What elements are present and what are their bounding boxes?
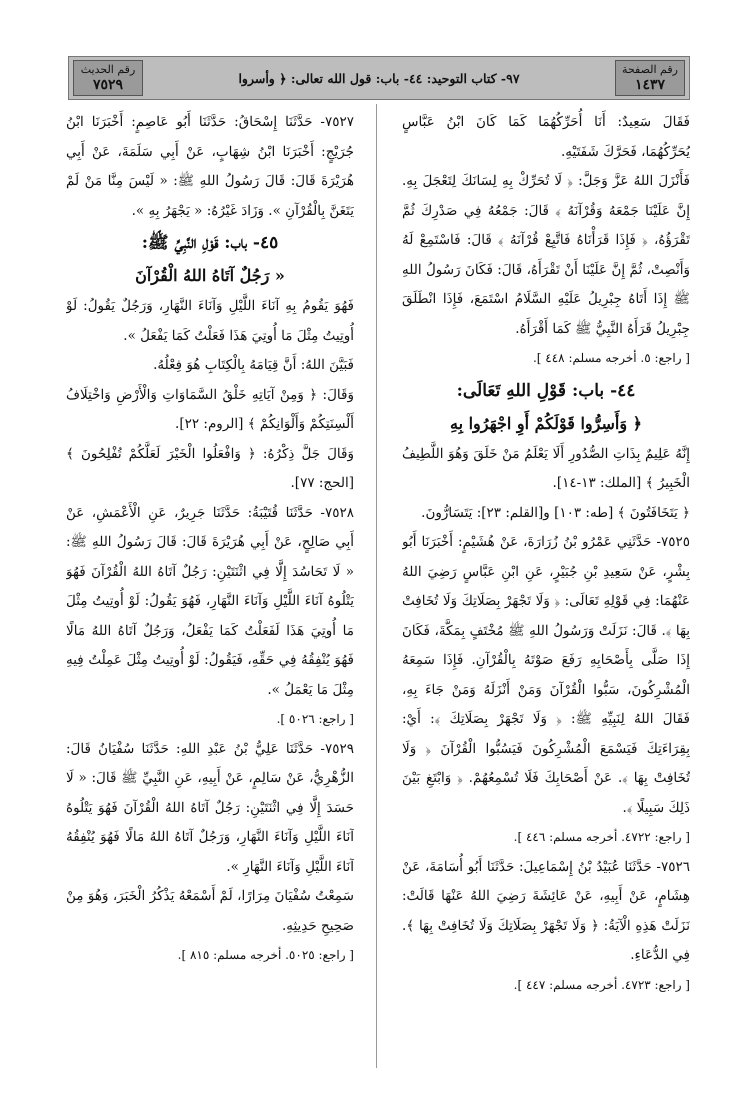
paragraph: فَأَنْزَلَ اللهُ عَزَّ وَجَلَّ: ﴿ لَا تُحَرِّكْ بِهِ لِسَانَكَ لِتَعْجَلَ بِهِ. إِنَّ عَلَيْنَا جَمْعَهُ وَقُرْآنَهُ ﴾ قَالَ: جَمْعُهُ فِي صَدْرِكَ ثُمَّ تَقْرَؤُهُ، ﴿ فَإِذَا قَرَأْنَاهُ فَاتَّبِعْ قُرْآنَهُ ﴾ قَالَ: فَاسْتَمِعْ لَهُ وَأَنْصِتْ، ثُمَّ إِنَّ عَلَيْنَا أَنْ تَقْرَأَهُ، قَالَ: فَكَانَ رَسُولُ اللهِ ﷺ إِذَا أَتَاهُ جِبْرِيلُ عَلَيْهِ السَّلَامُ اسْتَمَعَ، فَإِذَا انْطَلَقَ جِبْرِيلُ قَرَأَهُ النَّبِيُّ ﷺ كَمَا أَقْرَأَهُ. bbox=[402, 173, 690, 337]
reference: [ راجع: ٤٧٢٣. أخرجه مسلم: ٤٤٧ ]. bbox=[513, 977, 690, 992]
paragraph: سَمِعْتُ سُفْيَانَ مِرَارًا، لَمْ أَسْمَعْهُ يَذْكُرُ الْخَبَرَ، وَهُوَ مِنْ صَحِيحِ حَدِيثِهِ. bbox=[66, 888, 354, 934]
paragraph: فَقَالَ سَعِيدٌ: أَنَا أُحَرِّكُهُمَا كَمَا كَانَ ابْنُ عَبَّاسٍ يُحَرِّكُهُمَا، فَحَرَّكَ شَفَتَيْهِ. bbox=[402, 114, 690, 160]
page-number: ١٤٣٧ bbox=[634, 77, 666, 93]
hadith-paragraph: ٧٥٢٧- حَدَّثَنَا إِسْحَاقُ: حَدَّثَنَا أَبُو عَاصِمٍ: أَخْبَرَنَا ابْنُ جُرَيْجٍ: أَخْبَرَنَا ابْنُ شِهَابٍ، عَنْ أَبِي سَلَمَةَ، عَنْ أَبِي هُرَيْرَةَ قَالَ: قَالَ رَسُولُ اللهِ ﷺ: « لَيْسَ مِنَّا مَنْ لَمْ يَتَغَنَّ بِالْقُرْآنِ ». وَزَادَ غَيْرُهُ: « يَجْهَرُ بِهِ ». bbox=[66, 114, 354, 219]
reference: [ راجع: ٥. أخرجه مسلم: ٤٤٨ ]. bbox=[532, 351, 690, 365]
paragraph: وَقَالَ جَلَّ ذِكْرُهُ: ﴿ وَافْعَلُوا الْخَيْرَ لَعَلَّكُمْ تُفْلِحُونَ ﴾ [الحج: ٧٧]. bbox=[66, 445, 354, 491]
page-number-label: رقم الصفحة bbox=[622, 63, 678, 76]
paragraph: فَهُوَ يَقُومُ بِهِ آنَاءَ اللَّيْلِ وَآنَاءَ النَّهَارِ، وَرَجُلٌ يَقُولُ: لَوْ أُوتِيتُ مِثْلَ مَا أُوتِيَ هَذَا فَعَلْتُ كَمَا يَفْعَلُ ». bbox=[66, 298, 354, 344]
hadith-number-label: رقم الحديث bbox=[80, 63, 136, 76]
column-divider bbox=[376, 104, 377, 1068]
hadith-paragraph: ٧٥٢٩- حَدَّثَنَا عَلِيُّ بْنُ عَبْدِ اللهِ: حَدَّثَنَا سُفْيَانُ قَالَ: الزُّهْرِيُّ، عَنْ سَالِمٍ، عَنْ أَبِيهِ، عَنِ النَّبِيِّ ﷺ قَالَ: « لَا حَسَدَ إِلَّا فِي اثْنَتَيْنِ: رَجُلٌ آتَاهُ اللهُ الْقُرْآنَ فَهُوَ يَتْلُوهُ آنَاءَ اللَّيْلِ وَآنَاءَ النَّهَارِ، وَرَجُلٌ آتَاهُ اللهُ مَالًا فَهُوَ يُنْفِقُهُ آنَاءَ اللَّيْلِ وَآنَاءَ النَّهَارِ ». bbox=[66, 740, 354, 875]
hadith-paragraph: ٧٥٢٨- حَدَّثَنَا قُتَيْبَةُ: حَدَّثَنَا جَرِيرٌ، عَنِ الْأَعْمَشِ، عَنْ أَبِي صَالِحٍ، عَنْ أَبِي هُرَيْرَةَ قَالَ: قَالَ رَسُولُ اللهِ ﷺ: « لَا تَحَاسُدَ إِلَّا فِي اثْنَتَيْنِ: رَجُلٌ آتَاهُ اللهُ الْقُرْآنَ فَهُوَ يَتْلُوهُ آنَاءَ اللَّيْلِ وَآنَاءَ النَّهَارِ، فَهُوَ يَقُولُ: لَوْ أُوتِيتُ مِثْلَ مَا أُوتِيَ هَذَا لَفَعَلْتُ كَمَا يَفْعَلُ، وَرَجُلٌ آتَاهُ اللهُ مَالًا فَهُوَ يُنْفِقُهُ فِي حَقِّهِ، فَيَقُولُ: لَوْ أُوتِيتُ مِثْلَ عَمِلْتُ فِيهِ مِثْلَ مَا يَعْمَلُ ». bbox=[66, 504, 354, 698]
reference: [ راجع: ٥٠٢٥. أخرجه مسلم: ٨١٥ ]. bbox=[177, 948, 354, 962]
page-number-box bbox=[615, 60, 685, 96]
chapter-subheading: « رَجُلٌ آتَاهُ اللهُ الْقُرْآنَ bbox=[135, 266, 285, 285]
chapter-verse: ﴿ وَأَسِرُّوا قَوْلَكُمْ أَوِ اجْهَرُوا بِهِ bbox=[450, 413, 642, 433]
right-column bbox=[402, 108, 690, 1083]
hadith-paragraph: ٧٥٢٦- حَدَّثَنَا عُبَيْدُ بْنُ إِسْمَاعِيلَ: حَدَّثَنَا أَبُو أُسَامَةَ، عَنْ هِشَامٍ، عَنْ أَبِيهِ، عَنْ عَائِشَةَ رَضِيَ اللهُ عَنْهَا قَالَتْ: نَزَلَتْ هَذِهِ الْآيَةُ: ﴿ وَلَا تَجْهَرْ بِصَلَاتِكَ وَلَا تُخَافِتْ بِهَا ﴾. فِي الدُّعَاءِ. bbox=[402, 858, 690, 963]
hadith-number-box bbox=[73, 60, 143, 96]
paragraph: إِنَّهُ عَلِيمٌ بِذَاتِ الصُّدُورِ أَلَا يَعْلَمُ مَنْ خَلَقَ وَهُوَ اللَّطِيفُ الْخَبِيرُ ﴾ [الملك: ١٣-١٤]. bbox=[402, 445, 690, 491]
chapter-heading: ٤٥- باب: قَوْلِ النَّبِيِّ ﷺ: bbox=[141, 233, 279, 253]
paragraph: فَبَيَّنَ اللهُ: أَنَّ قِيَامَهُ بِالْكِتَابِ هُوَ فِعْلُهُ. bbox=[153, 357, 354, 373]
chapter-heading: ٤٤- باب: قَوْلِ اللهِ تَعَالَى: bbox=[456, 380, 636, 401]
reference: [ راجع: ٥٠٢٦ ]. bbox=[276, 712, 354, 726]
reference: [ راجع: ٤٧٢٢. أخرجه مسلم: ٤٤٦ ]. bbox=[513, 830, 690, 844]
paragraph: ﴿ يَتَخَافَتُونَ ﴾ [طه: ١٠٣] و[القلم: ٢٣]: يَتَسَارُّونَ. bbox=[421, 504, 690, 521]
left-column bbox=[66, 108, 354, 1083]
page-header bbox=[68, 56, 690, 100]
hadith-number: ٧٥٢٩ bbox=[92, 77, 124, 93]
header-title: ٩٧- كتاب التوحيد: ٤٤- باب: قول الله تعالى: ﴿ وأسروا bbox=[238, 71, 520, 86]
hadith-paragraph: ٧٥٢٥- حَدَّثَنِي عَمْرُو بْنُ زُرَارَةَ، عَنْ هُشَيْمٍ: أَخْبَرَنَا أَبُو بِشْرٍ، عَنْ سَعِيدِ بْنِ جُبَيْرٍ، عَنِ ابْنِ عَبَّاسٍ رَضِيَ اللهُ عَنْهُمَا: فِي قَوْلِهِ تَعَالَى: ﴿ وَلَا تَجْهَرْ بِصَلَاتِكَ وَلَا تُخَافِتْ بِهَا ﴾. قَالَ: نَزَلَتْ وَرَسُولُ اللهِ ﷺ مُخْتَفٍ بِمَكَّةَ، فَكَانَ إِذَا صَلَّى بِأَصْحَابِهِ رَفَعَ صَوْتَهُ بِالْقُرْآنِ. فَإِذَا سَمِعَهُ الْمُشْرِكُونَ، سَبُّوا الْقُرْآنَ وَمَنْ أَنْزَلَهُ وَمَنْ جَاءَ بِهِ، فَقَالَ اللهُ لِنَبِيِّهِ ﷺ: ﴿ وَلَا تَجْهَرْ بِصَلَاتِكَ ﴾: أَيْ: بِقِرَاءَتِكَ فَيَسْمَعَ الْمُشْرِكُونَ فَيَسُبُّوا الْقُرْآنَ ﴿ وَلَا تُخَافِتْ بِهَا ﴾. عَنْ أَصْحَابِكَ فَلَا تُسْمِعُهُمْ. ﴿ وَابْتَغِ بَيْنَ ذَلِكَ سَبِيلًا ﴾. bbox=[402, 534, 690, 816]
paragraph: وَقَالَ: ﴿ وَمِنْ آيَاتِهِ خَلْقُ السَّمَاوَاتِ وَالْأَرْضِ وَاخْتِلَافُ أَلْسِنَتِكُمْ وَأَلْوَانِكُمْ ﴾ [الروم: ٢٢]. bbox=[66, 386, 354, 432]
